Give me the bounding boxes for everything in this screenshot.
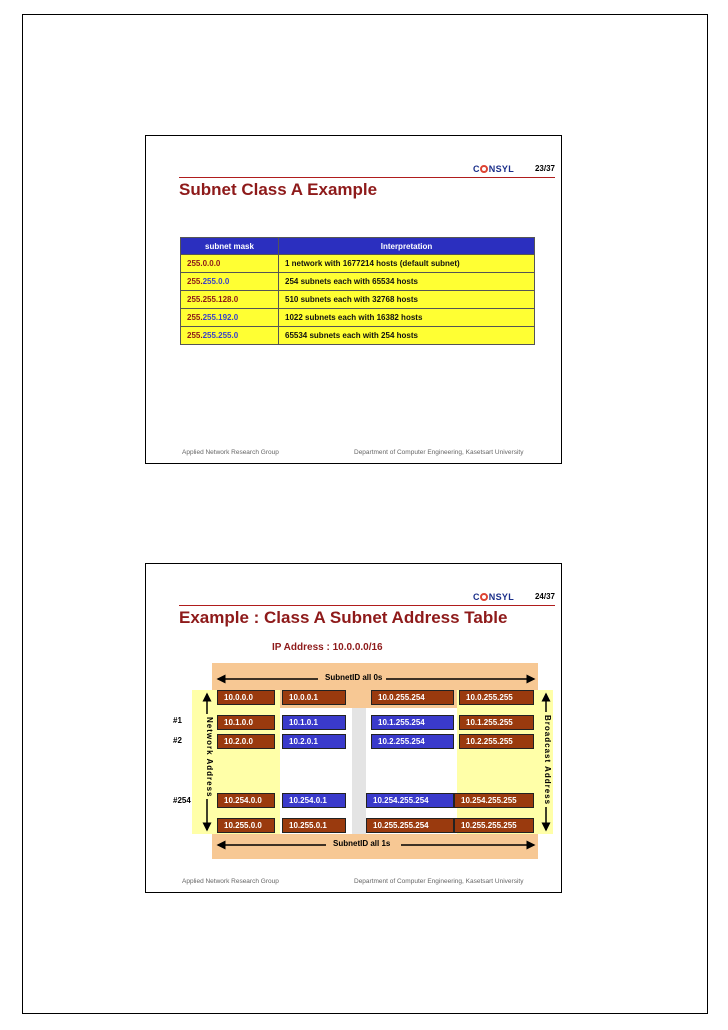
- interpretation-cell: 1022 subnets each with 16382 hosts: [279, 309, 535, 327]
- slide-subnet-class-a-example: [145, 135, 562, 464]
- interpretation-cell: 254 subnets each with 65534 hosts: [279, 273, 535, 291]
- network-address-cell: 10.1.0.0: [217, 715, 275, 730]
- title-divider: [179, 177, 555, 178]
- page-number: 24/37: [534, 592, 555, 601]
- network-address-cell: 10.255.0.0: [217, 818, 275, 833]
- network-address-label: Network Address: [205, 717, 214, 798]
- mask-cell: [181, 291, 279, 309]
- broadcast-address-label: Broadcast Address: [543, 715, 552, 806]
- footer-organization: Applied Network Research Group: [182, 878, 279, 885]
- last-host-cell: 10.0.255.254: [371, 690, 454, 705]
- mask-subnet-part: 255.255.0: [202, 331, 239, 340]
- consyl-logo: C NSYL: [472, 592, 514, 602]
- table-row: [181, 255, 535, 273]
- table-row: [181, 273, 535, 291]
- broadcast-address-cell: 10.1.255.255: [459, 715, 534, 730]
- last-host-cell: 10.2.255.254: [371, 734, 454, 749]
- consyl-logo: C NSYL: [472, 164, 514, 174]
- mask-network-part: 255.255.128.0: [187, 295, 239, 304]
- header-interpretation: Interpretation: [279, 238, 535, 255]
- page-number: 23/37: [534, 164, 555, 173]
- table-row: [181, 291, 535, 309]
- network-address-cell: 10.0.0.0: [217, 690, 275, 705]
- mask-network-part: 255.: [187, 259, 203, 268]
- first-host-cell: 10.254.0.1: [282, 793, 346, 808]
- header-subnet-mask: subnet mask: [181, 238, 279, 255]
- mask-subnet-part: 0.0.0: [202, 259, 221, 268]
- mask-cell: [181, 309, 279, 327]
- first-host-cell: 10.2.0.1: [282, 734, 346, 749]
- subnet-mask-table: [180, 237, 535, 345]
- slide-title: Example : Class A Subnet Address Table: [179, 608, 508, 627]
- broadcast-address-cell: 10.2.255.255: [459, 734, 534, 749]
- slide-title: Subnet Class A Example: [179, 180, 378, 199]
- mask-subnet-part: 255.192.0: [202, 313, 239, 322]
- slide-class-a-subnet-address-table: [145, 563, 562, 893]
- row-label: #254: [173, 796, 191, 805]
- last-host-cell: 10.254.255.254: [366, 793, 454, 808]
- last-host-cell: 10.255.255.254: [366, 818, 454, 833]
- broadcast-address-cell: 10.0.255.255: [459, 690, 534, 705]
- table-row: [181, 327, 535, 345]
- footer-organization: Applied Network Research Group: [182, 449, 279, 456]
- last-host-cell: 10.1.255.254: [371, 715, 454, 730]
- first-host-cell: 10.1.0.1: [282, 715, 346, 730]
- mask-cell: [181, 327, 279, 345]
- first-host-cell: 10.0.0.1: [282, 690, 346, 705]
- mask-network-part: 255.: [187, 331, 203, 340]
- mask-network-part: 255.: [187, 277, 203, 286]
- row-label: #1: [173, 716, 182, 725]
- network-address-cell: 10.2.0.0: [217, 734, 275, 749]
- broadcast-address-cell: 10.255.255.255: [454, 818, 534, 833]
- subnetid-all-zeros-label: SubnetID all 0s: [322, 673, 385, 682]
- table-row: [181, 309, 535, 327]
- network-address-cell: 10.254.0.0: [217, 793, 275, 808]
- mask-subnet-part: 255.0.0: [202, 277, 230, 286]
- subnetid-all-ones-label: SubnetID all 1s: [330, 839, 393, 848]
- interpretation-cell: 1 network with 1677214 hosts (default subnet): [279, 255, 535, 273]
- interpretation-cell: 510 subnets each with 32768 hosts: [279, 291, 535, 309]
- mask-cell: [181, 255, 279, 273]
- row-label: #2: [173, 736, 182, 745]
- footer-department: Department of Computer Engineering, Kasetsart University: [354, 449, 524, 456]
- mask-network-part: 255.: [187, 313, 203, 322]
- footer-department: Department of Computer Engineering, Kasetsart University: [354, 878, 524, 885]
- mask-cell: [181, 273, 279, 291]
- broadcast-address-cell: 10.254.255.255: [454, 793, 534, 808]
- first-host-cell: 10.255.0.1: [282, 818, 346, 833]
- ip-address-label: IP Address : 10.0.0.0/16: [272, 642, 383, 653]
- interpretation-cell: 65534 subnets each with 254 hosts: [279, 327, 535, 345]
- table-header-row: [181, 238, 535, 255]
